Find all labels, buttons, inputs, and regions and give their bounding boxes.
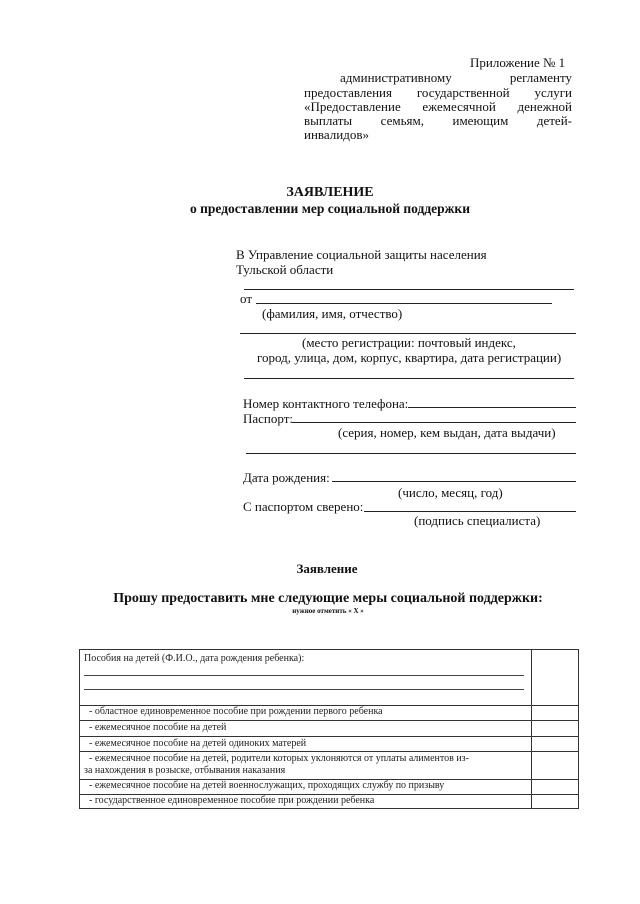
phone-label: Номер контактного телефона: [243, 396, 409, 411]
table-column-divider [531, 650, 532, 808]
appendix-line-6: инвалидов» [304, 127, 369, 142]
document-subtitle: о предоставлении мер социальной поддержки [189, 201, 470, 216]
appendix-line-3: предоставления государственной услуги [304, 85, 572, 100]
table-row: - ежемесячное пособие на детей военнослужащих, проходящих службу по призыву [89, 780, 445, 791]
appendix-line-2: административному регламенту [340, 70, 572, 85]
addressee-line-1: В Управление социальной защиты населения [236, 247, 487, 262]
passport-field[interactable] [292, 422, 576, 423]
passport-field-2[interactable] [246, 453, 576, 454]
child-name-line-1[interactable] [84, 675, 524, 676]
birth-label: Дата рождения: [243, 470, 330, 485]
table-row: - государственное единовременное пособие при рождении ребенка [89, 795, 375, 806]
fio-field[interactable] [256, 303, 552, 304]
birth-hint: (число, месяц, год) [398, 485, 503, 500]
passport-hint: (серия, номер, кем выдан, дата выдачи) [338, 425, 556, 440]
appendix-line-5: выплаты семьям, имеющим детей- [304, 113, 572, 128]
table-header-cell: Пособия на детей (Ф.И.О., дата рождения ребенка): [84, 653, 305, 664]
appendix-number: Приложение № 1 [470, 55, 566, 70]
registration-field-2[interactable] [244, 378, 574, 379]
table-divider [80, 720, 578, 721]
table-row: - ежемесячное пособие на детей, родители которых уклоняются от уплаты алиментов из- [89, 753, 469, 764]
statement-note: нужное отметить « X » [292, 607, 364, 615]
child-name-line-2[interactable] [84, 689, 524, 690]
fio-hint: (фамилия, имя, отчество) [262, 306, 403, 321]
registration-hint-2: город, улица, дом, корпус, квартира, дата регистрации) [257, 350, 562, 365]
statement-request: Прошу предоставить мне следующие меры социальной поддержки: [113, 591, 543, 606]
table-divider [80, 751, 578, 752]
table-row-continuation: за нахождения в розыске, отбывания наказания [84, 765, 286, 776]
verified-hint: (подпись специалиста) [414, 513, 541, 528]
registration-hint-1: (место регистрации: почтовый индекс, [302, 335, 516, 350]
table-row: - ежемесячное пособие на детей [89, 722, 227, 733]
statement-heading: Заявление [296, 561, 358, 576]
addressee-blank-line [244, 289, 574, 290]
appendix-line-4: «Предоставление ежемесячной денежной [304, 99, 572, 114]
phone-field[interactable] [408, 407, 576, 408]
verified-label: С паспортом сверено: [243, 499, 364, 514]
from-label: от [240, 291, 253, 306]
registration-field[interactable] [240, 333, 576, 334]
benefits-table [79, 649, 579, 809]
table-row: - ежемесячное пособие на детей одиноких матерей [89, 738, 307, 749]
table-row: - областное единовременное пособие при рождении первого ребенка [89, 706, 383, 717]
addressee-line-2: Тульской области [236, 262, 334, 277]
document-title: ЗАЯВЛЕНИЕ [286, 185, 374, 200]
passport-label: Паспорт: [243, 411, 294, 426]
birth-field[interactable] [332, 481, 576, 482]
table-divider [80, 736, 578, 737]
verified-field[interactable] [364, 511, 576, 512]
